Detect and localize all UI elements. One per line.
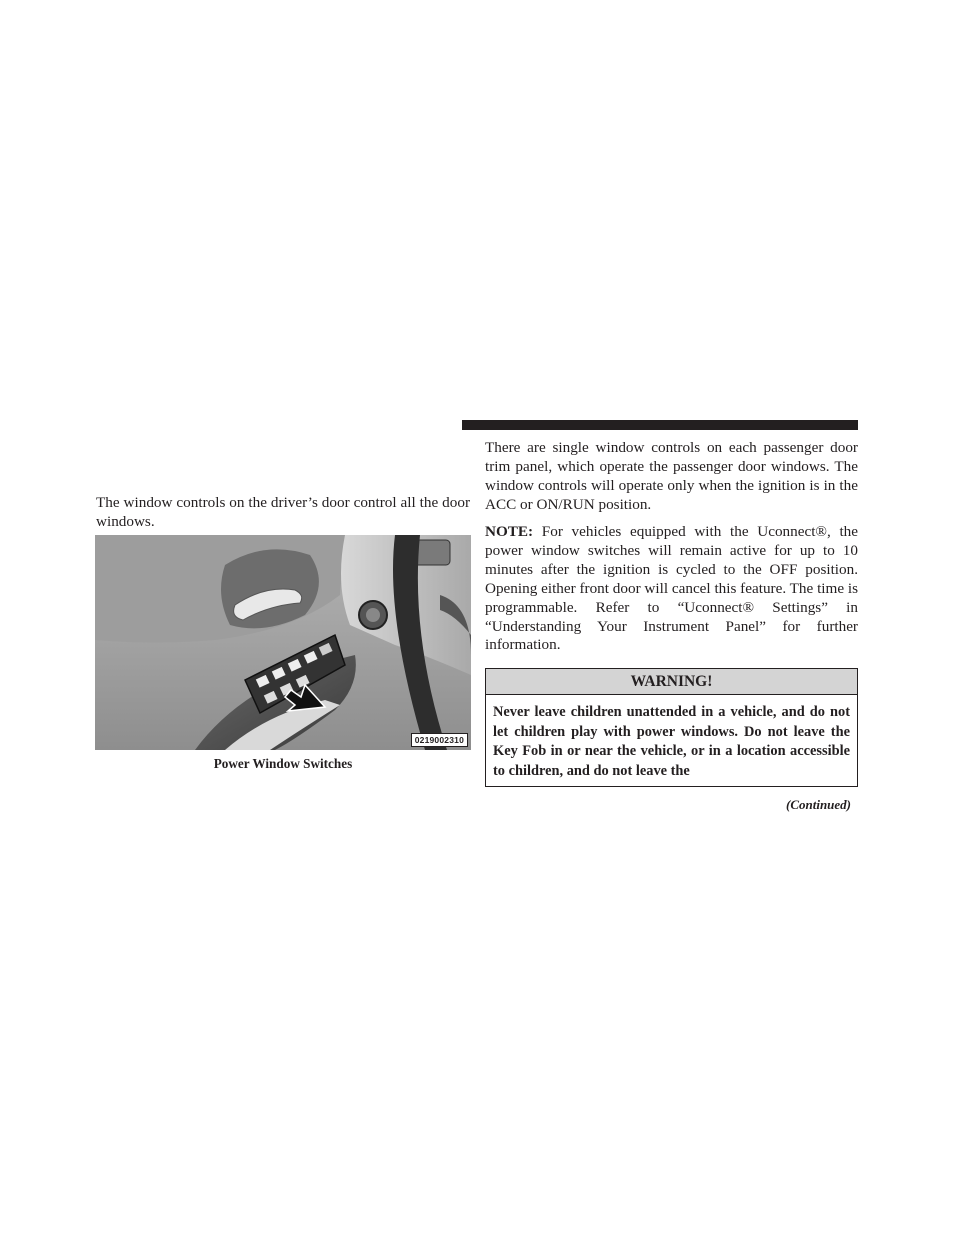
- note-label: NOTE:: [485, 523, 534, 540]
- passenger-controls-paragraph: There are single window controls on each passenger door trim panel, which operate the passenger door windows. The window controls will operate only when the ignition is in the ACC or ON/RUN position.: [485, 439, 858, 513]
- warning-text: Never leave children unattended in a vehicle, and do not let children play with power windows. Do not leave the Key Fob in or near the vehicle, or in a location accessible to children, and do not leave the: [493, 704, 850, 780]
- figure-caption: Power Window Switches: [213, 756, 353, 771]
- warning-box: [485, 668, 858, 787]
- intro-paragraph: The window controls on the driver’s door control all the door windows.: [96, 494, 470, 530]
- warning-title: WARNING!: [486, 669, 857, 695]
- section-rule: [462, 420, 858, 430]
- power-window-switches-figure: [95, 535, 471, 750]
- note-paragraph: [485, 523, 858, 655]
- note-text: For vehicles equipped with the Uconnect®, the power window switches will remain active for up to 10 minutes after the ignition is cycled to the OFF position. Opening either front door will cancel this feature. The time is programmable. Refer to “Uconnect® Settings” in “Understanding Your Instrument Panel” for further information.: [485, 523, 858, 654]
- figure-code: 0219002310: [411, 733, 468, 747]
- continued-label: (Continued): [785, 797, 851, 812]
- door-window-switch-illustration: [95, 535, 471, 750]
